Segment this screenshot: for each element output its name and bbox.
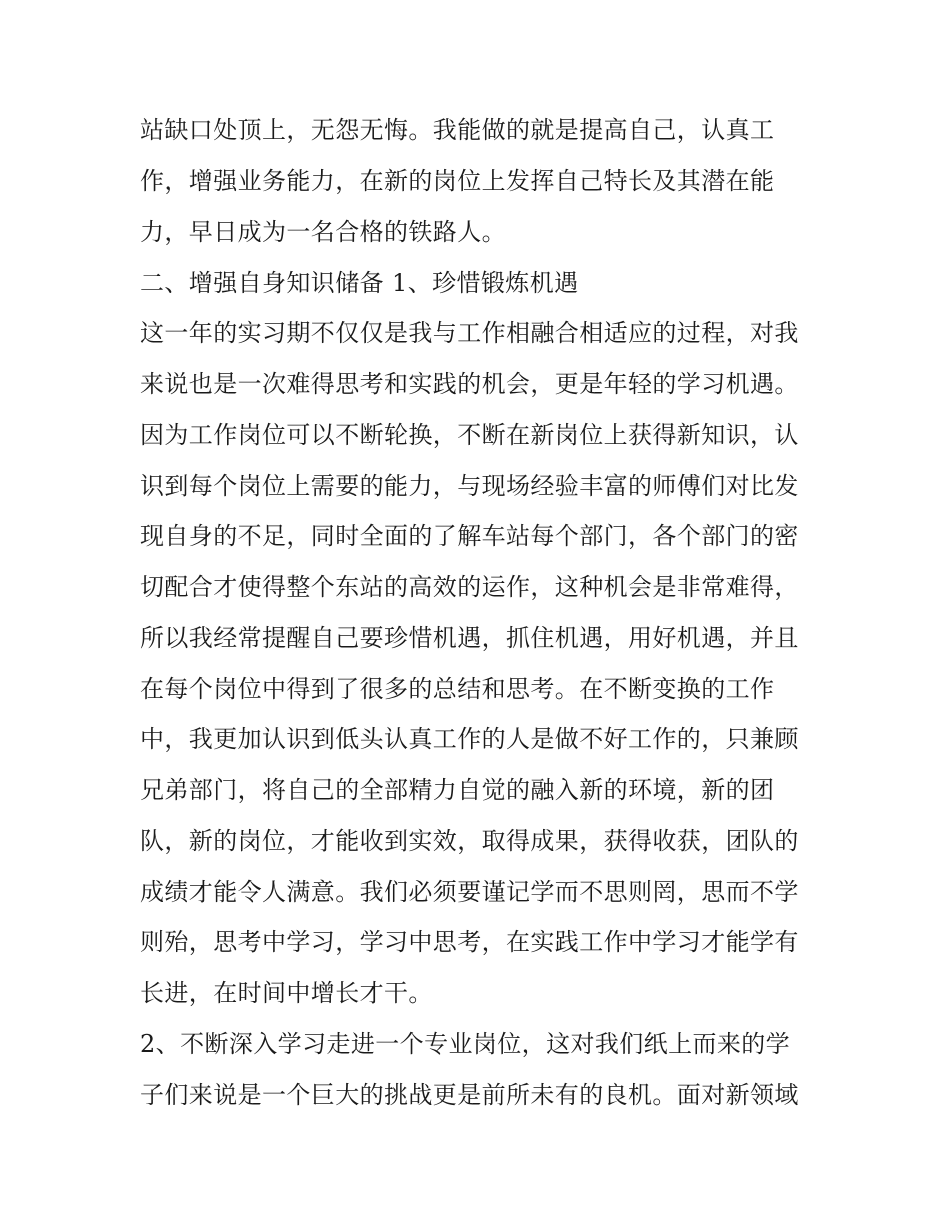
text-line: 中，我更加认识到低头认真工作的人是做不好工作的，只兼顾 [140, 725, 799, 753]
text-line: 因为工作岗位可以不断轮换，不断在新岗位上获得新知识，认 [140, 421, 799, 449]
text-line: 站缺口处顶上，无怨无悔。我能做的就是提高自己，认真工 [140, 116, 775, 144]
section-heading: 二、增强自身知识储备 1、珍惜锻炼机遇 [140, 269, 579, 297]
text-line: 兄弟部门，将自己的全部精力自觉的融入新的环境，新的团 [140, 776, 775, 804]
text-line: 成绩才能令人满意。我们必须要谨记学而不思则罔，思而不学 [140, 878, 799, 906]
text-line: 所以我经常提醒自己要珍惜机遇，抓住机遇，用好机遇，并且 [140, 624, 799, 652]
text-line: 力，早日成为一名合格的铁路人。 [140, 218, 506, 246]
text-line: 队，新的岗位，才能收到实效，取得成果，获得收获，团队的 [140, 827, 799, 855]
text-line: 则殆，思考中学习，学习中思考，在实践工作中学习才能学有 [140, 928, 799, 956]
text-line: 切配合才使得整个东站的高效的运作，这种机会是非常难得， [140, 573, 799, 601]
text-line: 长进，在时间中增长才干。 [140, 979, 433, 1007]
text-line: 来说也是一次难得思考和实践的机会，更是年轻的学习机遇。 [140, 370, 799, 398]
text-line: 这一年的实习期不仅仅是我与工作相融合相适应的过程，对我 [140, 319, 799, 347]
text-line: 子们来说是一个巨大的挑战更是前所未有的良机。面对新领域 [140, 1081, 799, 1109]
text-line: 2、不断深入学习走进一个专业岗位，这对我们纸上而来的学 [140, 1030, 791, 1058]
text-line: 作，增强业务能力，在新的岗位上发挥自己特长及其潜在能 [140, 167, 775, 195]
text-line: 现自身的不足，同时全面的了解车站每个部门，各个部门的密 [140, 522, 799, 550]
text-line: 识到每个岗位上需要的能力，与现场经验丰富的师傅们对比发 [140, 472, 799, 500]
text-line: 在每个岗位中得到了很多的总结和思考。在不断变换的工作 [140, 675, 775, 703]
